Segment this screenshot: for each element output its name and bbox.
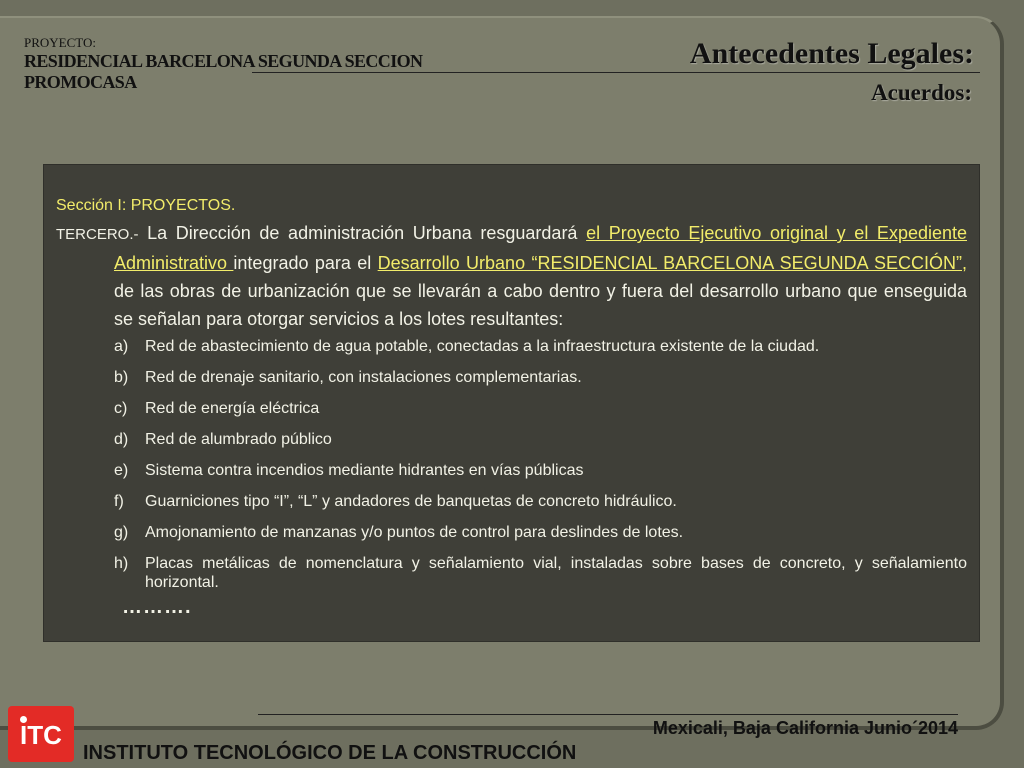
section-heading: Sección I: PROYECTOS. [56,197,236,214]
client-name: PROMOCASA [24,72,137,92]
continuation-ellipsis: ………. [122,596,192,618]
tercero-paragraph [56,219,967,333]
page-title: Antecedentes Legales: [689,37,974,70]
list-item [56,554,967,592]
list-item-letter: e) [114,462,129,479]
list-item-letter: g) [114,524,129,541]
list-item-letter: b) [114,369,129,386]
project-name: RESIDENCIAL BARCELONA SEGUNDA SECCION [24,51,423,71]
highlight-desarrollo-urbano: Desarrollo Urbano “RESIDENCIAL BARCELONA SEGUNDA SECCIÓN”, [377,253,967,273]
list-item-text: Placas metálicas de nomenclatura y señalamiento vial, instaladas sobre bases de concreto, y señalamiento horizontal. [145,555,967,591]
paragraph-text-1: La Dirección de administración Urbana resguardará [138,223,587,243]
institute-name: INSTITUTO TECNOLÓGICO DE LA CONSTRUCCIÓN [83,742,577,764]
list-item-letter: d) [114,431,129,448]
logo-text: ITC [20,720,62,750]
list-item [56,523,967,542]
itc-logo [8,706,74,762]
paragraph-text-2: integrado para el [233,253,378,273]
title-divider [252,72,980,73]
list-item-text: Red de drenaje sanitario, con instalaciones complementarias. [145,369,582,386]
list-item [56,368,967,387]
list-item-text: Guarniciones tipo “I”, “L” y andadores de banquetas de concreto hidráulico. [145,493,677,510]
list-item [56,399,967,418]
paragraph-text-3: de las obras de urbanización que se llevarán a cabo dentro y fuera del desarrollo urbano que enseguida se señalan para otorgar servicios a los lotes resultantes: [114,281,967,329]
project-label: PROYECTO: [24,35,96,50]
list-item [56,430,967,449]
list-item-text: Red de energía eléctrica [145,400,320,417]
content-panel [43,164,980,642]
page-subtitle: Acuerdos: [871,80,972,105]
list-item-text: Red de abastecimiento de agua potable, conectadas a la infraestructura existente de la ciudad. [145,338,820,355]
tercero-label: TERCERO.- [56,226,139,243]
footer-divider [258,714,958,715]
list-item [56,492,967,511]
list-item-text: Sistema contra incendios mediante hidrantes en vías públicas [145,462,584,479]
works-list [56,337,967,592]
list-item-text: Red de alumbrado público [145,431,332,448]
list-item-letter: a) [114,338,129,355]
list-item [56,461,967,480]
list-item-letter: f) [114,493,124,510]
location-date: Mexicali, Baja California Junio´2014 [652,718,958,738]
list-item-letter: c) [114,400,128,417]
list-item [56,337,967,356]
list-item-text: Amojonamiento de manzanas y/o puntos de control para deslindes de lotes. [145,524,684,541]
list-item-letter: h) [114,555,129,572]
highlight-proyecto-ejecutivo: el Proyecto Ejecutivo original y el Expediente Administrativo [114,223,968,273]
